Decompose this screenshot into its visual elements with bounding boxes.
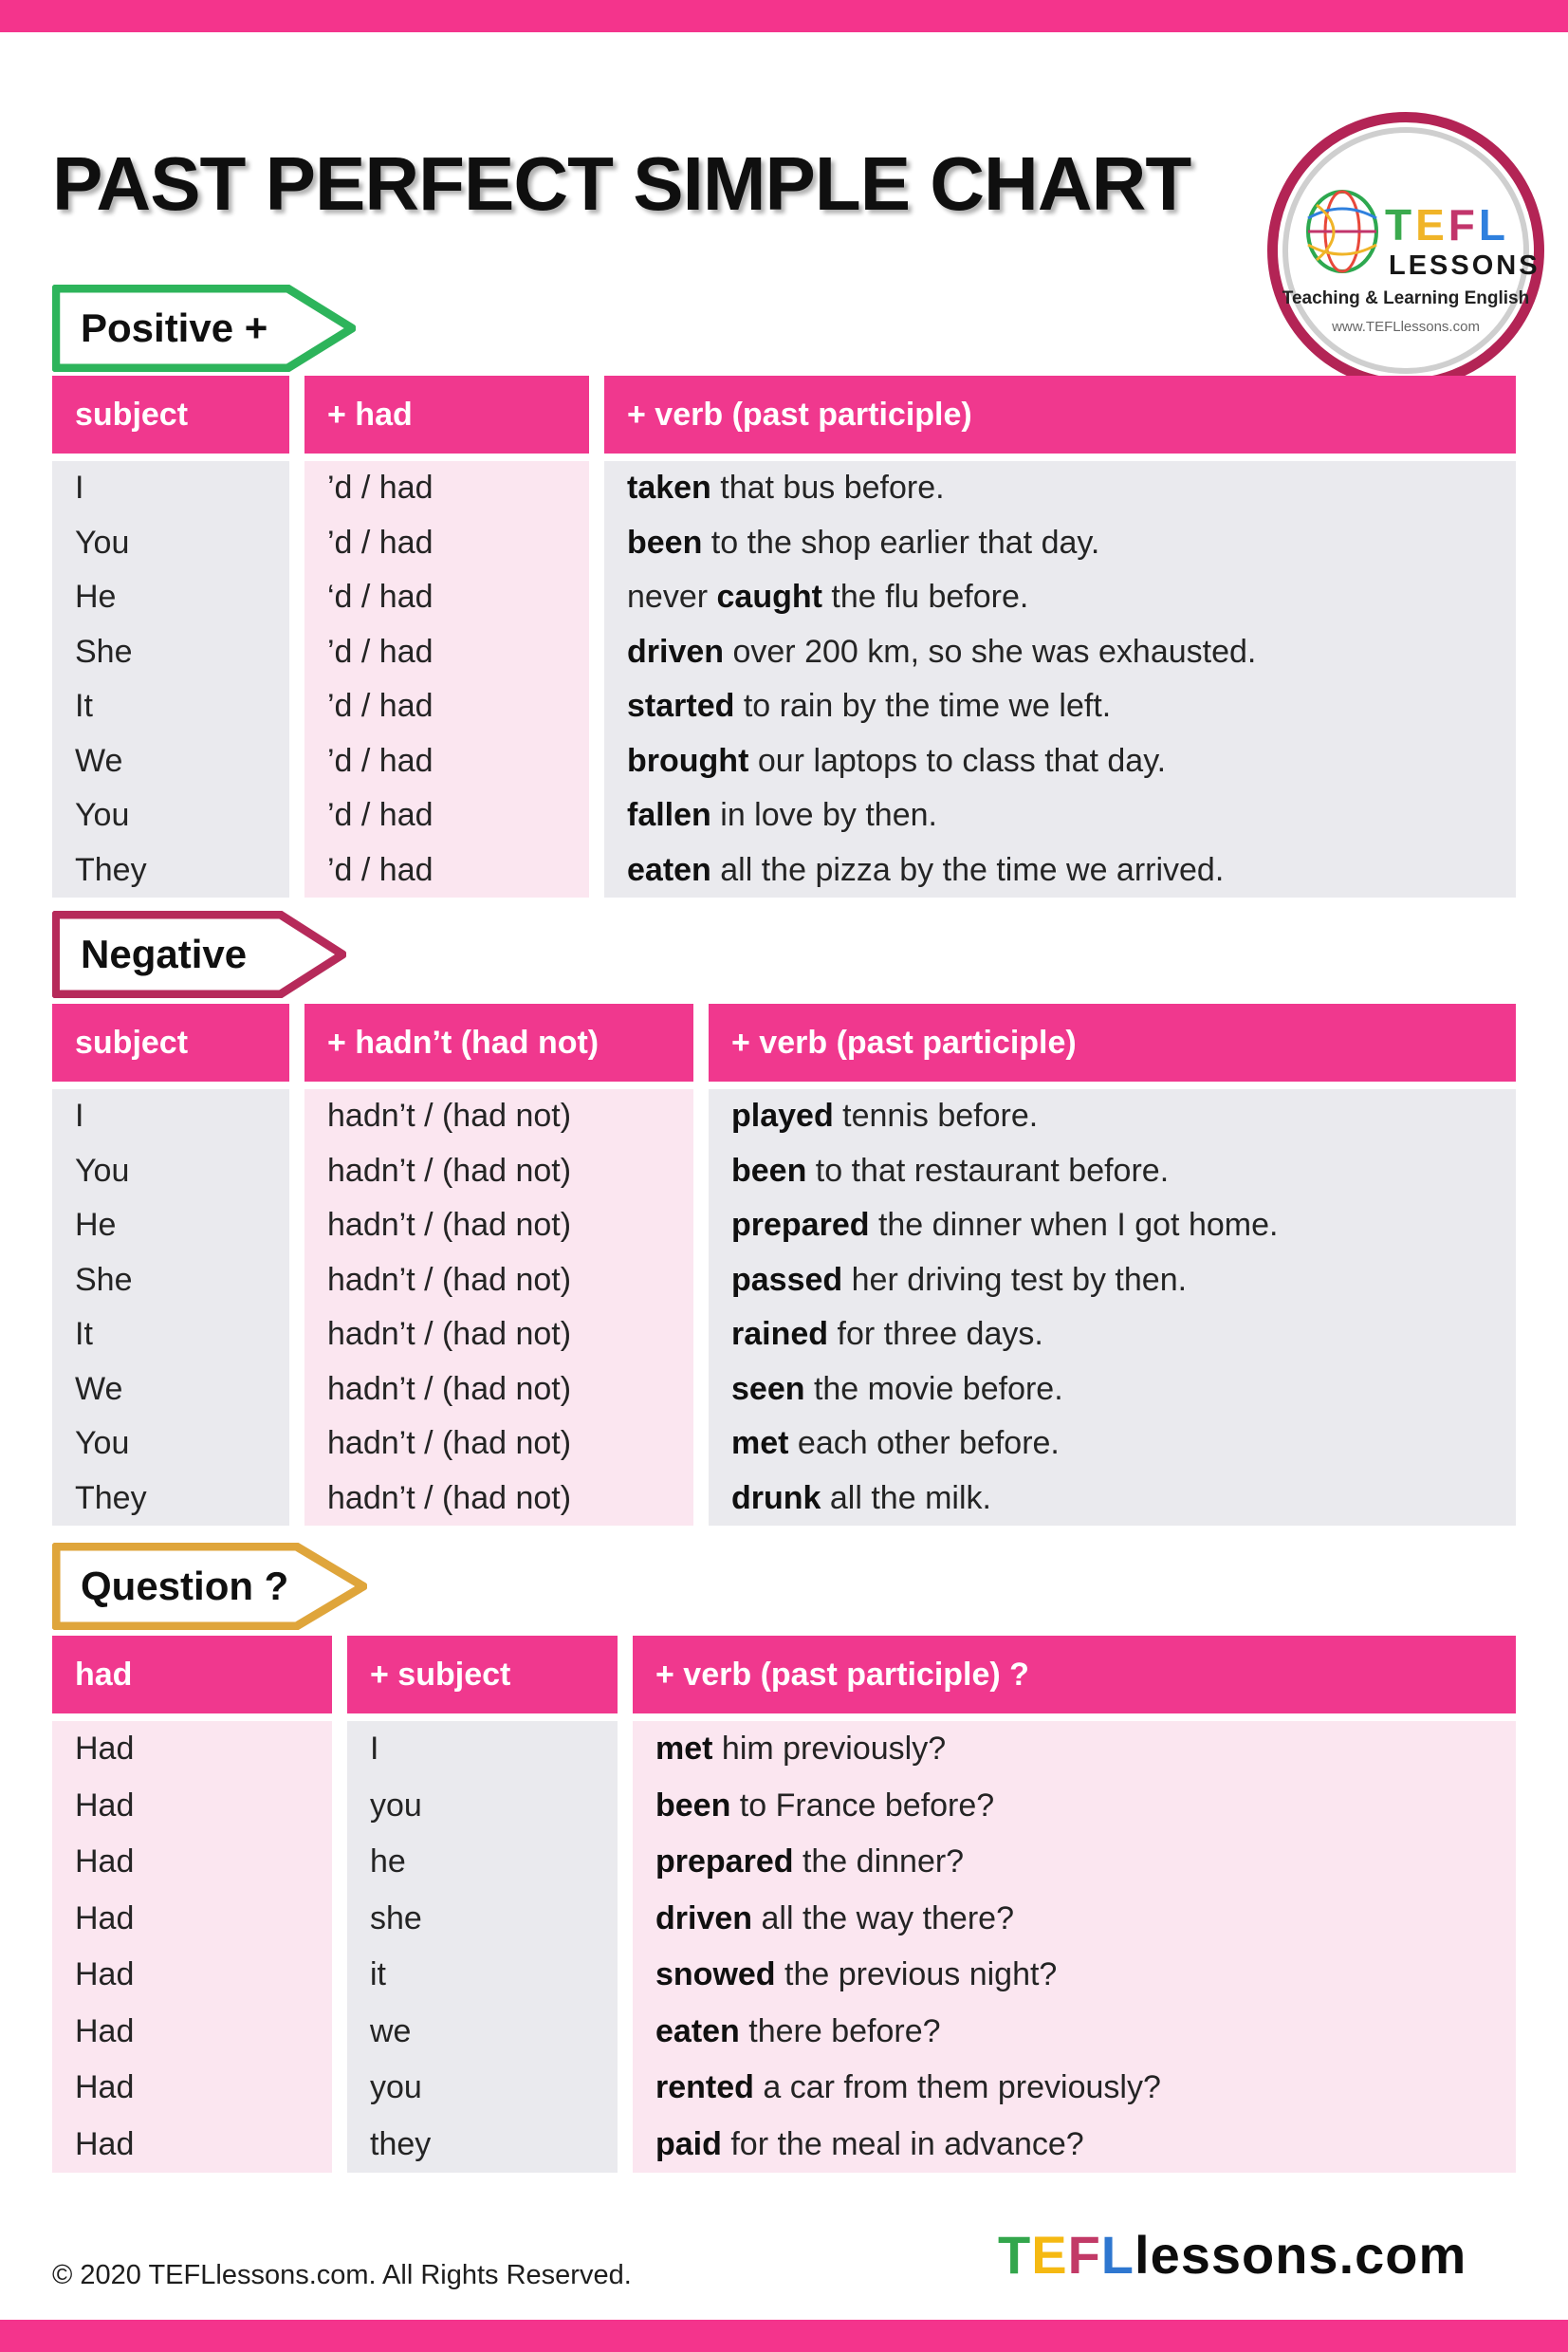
table-row: you — [370, 1787, 422, 1824]
table-row: ‘d / had — [327, 579, 434, 615]
banner-label: Negative — [81, 932, 248, 976]
table-column-body — [52, 1089, 289, 1526]
table-row: eaten there before? — [655, 2012, 941, 2049]
brand-letter: L — [1478, 200, 1510, 250]
table-row: ’d / had — [327, 851, 434, 888]
table-row: I — [370, 1731, 379, 1767]
table-row: They — [75, 851, 147, 888]
table-column-body — [347, 1721, 618, 2173]
top-accent-bar — [0, 0, 1568, 32]
table-row: never caught the flu before. — [627, 579, 1029, 615]
table-row: hadn’t / (had not) — [327, 1316, 572, 1352]
table-row: brought our laptops to class that day. — [627, 742, 1167, 779]
table-row: hadn’t / (had not) — [327, 1098, 572, 1134]
table-row: been to that restaurant before. — [731, 1152, 1170, 1189]
table-column-body — [709, 1089, 1516, 1526]
table-row: rained for three days. — [731, 1316, 1043, 1352]
table-row: prepared the dinner? — [655, 1843, 965, 1880]
table-column-body — [304, 461, 589, 898]
table-row: Had — [75, 2069, 135, 2105]
table-row: met him previously? — [655, 1731, 947, 1767]
table-row: ’d / had — [327, 688, 434, 724]
table-row: Had — [75, 1956, 135, 1992]
table-row: hadn’t / (had not) — [327, 1207, 572, 1243]
table-row: drunk all the milk. — [731, 1479, 991, 1516]
table-row: they — [370, 2125, 432, 2162]
copyright-text: © 2020 TEFLlessons.com. All Rights Reserved. — [52, 2260, 632, 2290]
table-row: ’d / had — [327, 633, 434, 670]
table-row: We — [75, 742, 123, 779]
column-header: + had — [304, 376, 589, 454]
brand-letter: E — [1415, 200, 1448, 250]
banner-2 — [52, 1543, 367, 1630]
table-row: Had — [75, 1843, 135, 1880]
page-title: PAST PERFECT SIMPLE CHART — [52, 141, 1191, 226]
table-row: Had — [75, 1899, 135, 1936]
logo-lessons-text: LESSONS — [1389, 250, 1540, 281]
table-row: It — [75, 688, 93, 724]
banner-label: Question ? — [81, 1564, 289, 1608]
table-row: started to rain by the time we left. — [627, 688, 1112, 724]
table-row: They — [75, 1479, 147, 1516]
table-column-body — [52, 1721, 332, 2173]
brand-letter: E — [1031, 2225, 1068, 2285]
table-row: It — [75, 1316, 93, 1352]
table-row: fallen in love by then. — [627, 797, 937, 833]
column-header: had — [52, 1636, 332, 1713]
table-row: passed her driving test by then. — [731, 1261, 1188, 1298]
table-row: He — [75, 579, 117, 615]
table-row: it — [370, 1956, 386, 1992]
table-row: hadn’t / (had not) — [327, 1370, 572, 1407]
table-row: paid for the meal in advance? — [655, 2125, 1084, 2162]
table-row: been to France before? — [655, 1787, 995, 1824]
table-row: He — [75, 1207, 117, 1243]
table-0 — [52, 376, 1516, 898]
brand-letter: F — [1067, 2225, 1101, 2285]
table-row: ’d / had — [327, 742, 434, 779]
table-row: Had — [75, 2012, 135, 2049]
table-row: She — [75, 1261, 133, 1298]
table-row: been to the shop earlier that day. — [627, 524, 1100, 561]
brand-letter: L — [1100, 2225, 1135, 2285]
table-column-body — [52, 461, 289, 898]
table-row: rented a car from them previously? — [655, 2069, 1161, 2105]
wordmark-suffix: lessons.com — [1134, 2225, 1467, 2285]
column-header: + subject — [347, 1636, 618, 1713]
logo-tagline: Teaching & Learning English — [1282, 288, 1530, 308]
table-row: I — [75, 470, 84, 506]
table-row: we — [370, 2012, 412, 2049]
table-row: hadn’t / (had not) — [327, 1152, 572, 1189]
table-row: ’d / had — [327, 470, 434, 506]
table-1 — [52, 1004, 1516, 1526]
column-header: + hadn’t (had not) — [304, 1004, 693, 1082]
table-column-body — [304, 1089, 693, 1526]
banner-1 — [52, 911, 346, 998]
table-row: Had — [75, 1787, 135, 1824]
table-row: hadn’t / (had not) — [327, 1261, 572, 1298]
table-row: seen the movie before. — [731, 1370, 1063, 1407]
brand-letter: T — [1385, 200, 1416, 250]
brand-letter: T — [998, 2225, 1032, 2285]
column-header: subject — [52, 376, 289, 454]
table-row: snowed the previous night? — [655, 1956, 1058, 1992]
table-row: You — [75, 524, 130, 561]
table-row: She — [75, 633, 133, 670]
logo-url: www.TEFLlessons.com — [1332, 319, 1480, 335]
footer-wordmark — [998, 2224, 1467, 2286]
table-column-body — [633, 1721, 1516, 2173]
table-row: I — [75, 1098, 84, 1134]
table-row: Had — [75, 1731, 135, 1767]
table-column-body — [604, 461, 1516, 898]
table-row: met each other before. — [731, 1425, 1060, 1461]
bottom-accent-bar — [0, 2320, 1568, 2352]
table-row: hadn’t / (had not) — [327, 1479, 572, 1516]
table-row: You — [75, 1425, 130, 1461]
table-row: played tennis before. — [731, 1098, 1039, 1134]
table-row: prepared the dinner when I got home. — [731, 1207, 1279, 1243]
table-row: taken that bus before. — [627, 470, 945, 506]
table-row: We — [75, 1370, 123, 1407]
table-row: Had — [75, 2125, 135, 2162]
table-row: driven over 200 km, so she was exhausted. — [627, 633, 1257, 670]
tefl-lessons-logo — [1267, 112, 1544, 389]
table-row: he — [370, 1843, 406, 1880]
table-row: driven all the way there? — [655, 1899, 1014, 1936]
column-header: subject — [52, 1004, 289, 1082]
table-row: You — [75, 797, 130, 833]
table-row: you — [370, 2069, 422, 2105]
banner-label: Positive + — [81, 306, 268, 350]
logo-tefl-text — [1385, 199, 1509, 250]
table-row: ’d / had — [327, 524, 434, 561]
column-header: + verb (past participle) — [709, 1004, 1516, 1082]
banner-0 — [52, 285, 356, 372]
table-row: hadn’t / (had not) — [327, 1425, 572, 1461]
column-header: + verb (past participle) — [604, 376, 1516, 454]
table-2 — [52, 1636, 1516, 2173]
table-row: ’d / had — [327, 797, 434, 833]
table-row: she — [370, 1899, 422, 1936]
globe-icon — [1303, 186, 1381, 277]
table-row: You — [75, 1152, 130, 1189]
table-row: eaten all the pizza by the time we arrived. — [627, 851, 1225, 888]
brand-letter: F — [1448, 200, 1479, 250]
column-header: + verb (past participle) ? — [633, 1636, 1516, 1713]
